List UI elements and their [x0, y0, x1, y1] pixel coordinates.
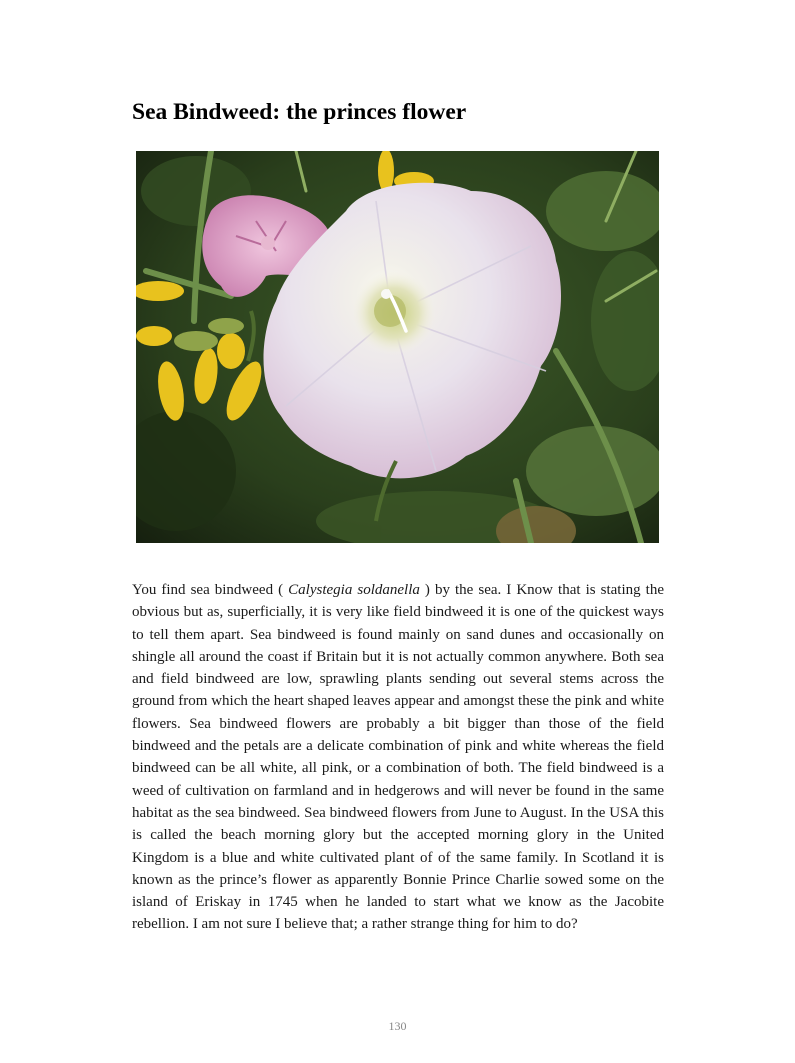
intro-text: You find sea bindweed (: [132, 582, 289, 598]
latin-name: Calystegia soldanella: [288, 582, 420, 598]
article-body: [132, 579, 664, 936]
page-title: Sea Bindweed: the princes flower: [132, 99, 467, 125]
page-number: 130: [388, 1019, 407, 1033]
sea-bindweed-photo: [136, 151, 659, 543]
article-body-text: ) by the sea. I Know that is stating the obvious but as, superficially, it is very like field bindweed it is one of the quickest ways to tell them apart. Sea bindweed is found mainly on sand dunes and occasionally on shingle all around the coast if Britain but it is not actually common anywhere. Both sea and field bindweed are low, sprawling plants sending out several stems across the ground from which the heart shaped leaves appear and amongst these the pink and white flowers. Sea bindweed flowers are probably a bit bigger than those of the field bindweed and the petals are a delicate combination of pink and white whereas the field bindweed can be all white, all pink, or a combination of both. The field bindweed is a weed of cultivation on farmland and in hedgerows and will never be found in the same habitat as the sea bindweed. Sea bindweed flowers from June to August. In the USA this is called the beach morning glory but the accepted morning glory in the United Kingdom is a blue and white cultivated plant of of the same family. In Scotland it is known as the prince’s flower as apparently Bonnie Prince Charlie sowed some on the island of Eriskay in 1745 when he landed to start what we know as the Jacobite rebellion. I am not sure I believe that; a rather strange thing for him to do?: [132, 582, 664, 933]
flower-illustration: [136, 151, 659, 543]
